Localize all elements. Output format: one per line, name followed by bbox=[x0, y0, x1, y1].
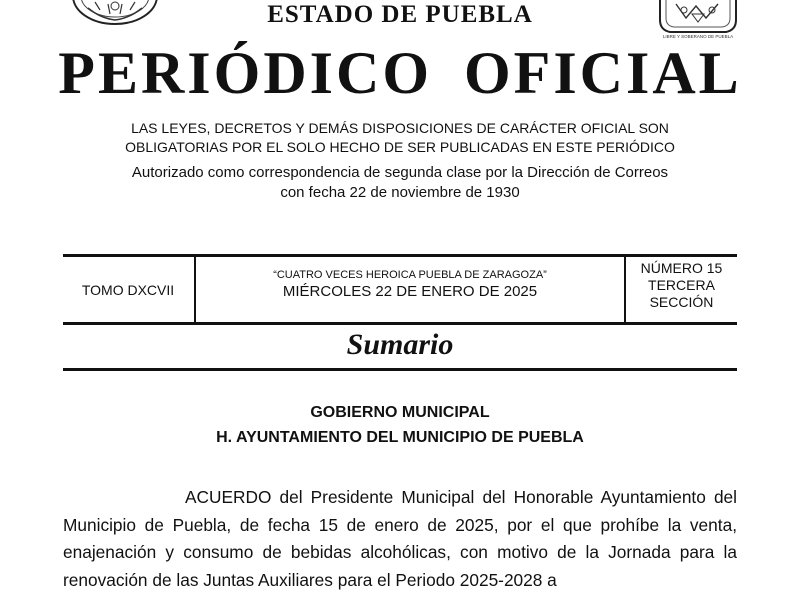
state-name: ESTADO DE PUEBLA bbox=[267, 1, 533, 28]
authorization-line: con fecha 22 de noviembre de 1930 bbox=[280, 184, 520, 201]
tomo-number: TOMO DXCVII bbox=[81, 282, 175, 298]
issue-date: MIÉRCOLES 22 DE ENERO DE 2025 bbox=[282, 283, 538, 300]
legal-notice bbox=[0, 119, 800, 157]
government-line: H. AYUNTAMIENTO DEL MUNICIPIO DE PUEBLA bbox=[216, 429, 584, 446]
seal-motto: LIBRE Y SOBERANO DE PUEBLA bbox=[662, 34, 734, 39]
government-line: GOBIERNO MUNICIPAL bbox=[310, 404, 490, 421]
legal-line: LAS LEYES, DECRETOS Y DEMÁS DISPOSICIONES DE CARÁCTER OFICIAL SON bbox=[131, 120, 669, 136]
section-label: SECCIÓN bbox=[649, 294, 714, 310]
summary-heading: Sumario bbox=[346, 328, 454, 361]
info-bar-top-rule bbox=[63, 254, 737, 257]
info-bar-bottom-rule bbox=[63, 322, 737, 325]
motto-date-cell bbox=[196, 268, 624, 302]
issue-number: NÚMERO 15 bbox=[640, 260, 723, 276]
section-label: TERCERA bbox=[648, 277, 715, 293]
page-title: PERIÓDICO OFICIAL bbox=[58, 40, 742, 106]
summary-rule bbox=[63, 368, 737, 371]
legal-line: OBLIGATORIAS POR EL SOLO HECHO DE SER PUBLICADAS EN ESTE PERIÓDICO bbox=[125, 139, 675, 155]
agreement-paragraph: ACUERDO del Presidente Municipal del Honorable Ayuntamiento del Municipio de Puebla, de fecha 15 de enero de 2025, por el que prohíbe la venta, enajenación y consumo de bebidas alcohólicas, con motivo de la Jornada para la renovación de las Juntas Auxiliares para el Periodo 2025-2028 a bbox=[63, 487, 737, 590]
authorization-line: Autorizado como correspondencia de segunda clase por la Dirección de Correos bbox=[131, 164, 669, 181]
authorization-notice bbox=[0, 163, 800, 203]
issue-number-cell bbox=[626, 260, 737, 311]
government-heading bbox=[0, 400, 800, 450]
city-motto: “CUATRO VECES HEROICA PUEBLA DE ZARAGOZA” bbox=[273, 269, 547, 281]
